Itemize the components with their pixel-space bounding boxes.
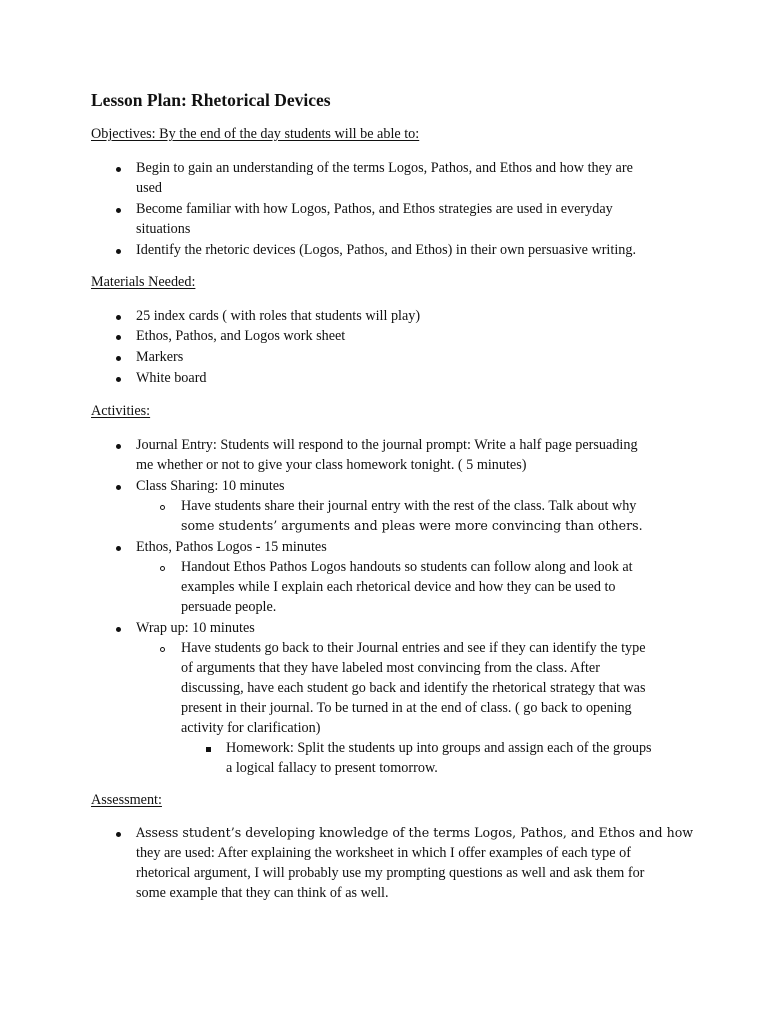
bullet-disc <box>116 158 121 178</box>
epl-sub-line-1: Handout Ethos Pathos Logos handouts so students can follow along and look at <box>181 559 633 575</box>
objectives-heading: Objectives: By the end of the day students will be able to: <box>91 126 420 142</box>
bullet-disc <box>116 326 121 346</box>
activities-heading: Activities: <box>91 403 151 419</box>
bullet-square <box>206 738 211 758</box>
homework-line-1: Homework: Split the students up into groups and assign each of the groups <box>226 740 652 756</box>
bullet-disc <box>116 240 121 260</box>
activity-journal-line-1: Journal Entry: Students will respond to the journal prompt: Write a half page persuading <box>136 437 638 453</box>
wrap-sub-line-2: of arguments that they have labeled most convincing from the class. After <box>181 660 600 676</box>
class-sharing-sub-line-1: Have students share their journal entry with the rest of the class. Talk about why <box>181 498 637 514</box>
objective-item-1-line-1: Begin to gain an understanding of the terms Logos, Pathos, and Ethos and how they are <box>136 160 633 176</box>
homework-line-2: a logical fallacy to present tomorrow. <box>226 760 438 776</box>
wrap-sub-line-4: present in their journal. To be turned in at the end of class. ( go back to opening <box>181 700 632 716</box>
objective-item-2-line-2: situations <box>136 221 191 237</box>
objective-item-2-line-1: Become familiar with how Logos, Pathos, and Ethos strategies are used in everyday <box>136 201 613 217</box>
bullet-disc <box>116 537 121 557</box>
materials-heading: Materials Needed: <box>91 274 196 290</box>
page-title: Lesson Plan: Rhetorical Devices <box>91 90 331 110</box>
epl-sub-line-3: persuade people. <box>181 599 277 615</box>
material-item: Markers <box>136 349 184 365</box>
wrap-sub-line-5: activity for clarification) <box>181 720 321 736</box>
activity-class-sharing: Class Sharing: 10 minutes <box>136 478 285 494</box>
activity-wrap-up: Wrap up: 10 minutes <box>136 620 255 636</box>
material-item: 25 index cards ( with roles that students will play) <box>136 308 421 324</box>
class-sharing-sub-line-2: some students’ arguments and pleas were more convincing than others. <box>181 518 643 533</box>
activity-ethos-pathos-logos: Ethos, Pathos Logos - 15 minutes <box>136 539 327 555</box>
bullet-disc <box>116 476 121 496</box>
material-item: White board <box>136 370 207 386</box>
bullet-circle <box>160 496 165 516</box>
bullet-disc <box>116 823 121 843</box>
bullet-disc <box>116 435 121 455</box>
assessment-line-1: Assess student’s developing knowledge of the terms Logos, Pathos, and Ethos and how <box>136 825 694 840</box>
objective-item-3: Identify the rhetoric devices (Logos, Pathos, and Ethos) in their own persuasive writing. <box>136 242 636 258</box>
wrap-sub-line-1: Have students go back to their Journal entries and see if they can identify the type <box>181 640 646 656</box>
bullet-disc <box>116 347 121 367</box>
bullet-disc <box>116 306 121 326</box>
assessment-line-4: some example that they can think of as well. <box>136 885 389 901</box>
assessment-heading: Assessment: <box>91 792 162 808</box>
bullet-disc <box>116 368 121 388</box>
material-item: Ethos, Pathos, and Logos work sheet <box>136 328 346 344</box>
bullet-circle <box>160 557 165 577</box>
bullet-circle <box>160 638 165 658</box>
epl-sub-line-2: examples while I explain each rhetorical device and how they can be used to <box>181 579 616 595</box>
activity-journal-line-2: me whether or not to give your class homework tonight. ( 5 minutes) <box>136 457 527 473</box>
wrap-sub-line-3: discussing, have each student go back and identify the rhetorical strategy that was <box>181 680 646 696</box>
assessment-line-3: rhetorical argument, I will probably use my prompting questions as well and ask them for <box>136 865 645 881</box>
objective-item-1-line-2: used <box>136 180 163 196</box>
assessment-line-2: they are used: After explaining the worksheet in which I offer examples of each type of <box>136 845 631 861</box>
bullet-disc <box>116 199 121 219</box>
bullet-disc <box>116 618 121 638</box>
